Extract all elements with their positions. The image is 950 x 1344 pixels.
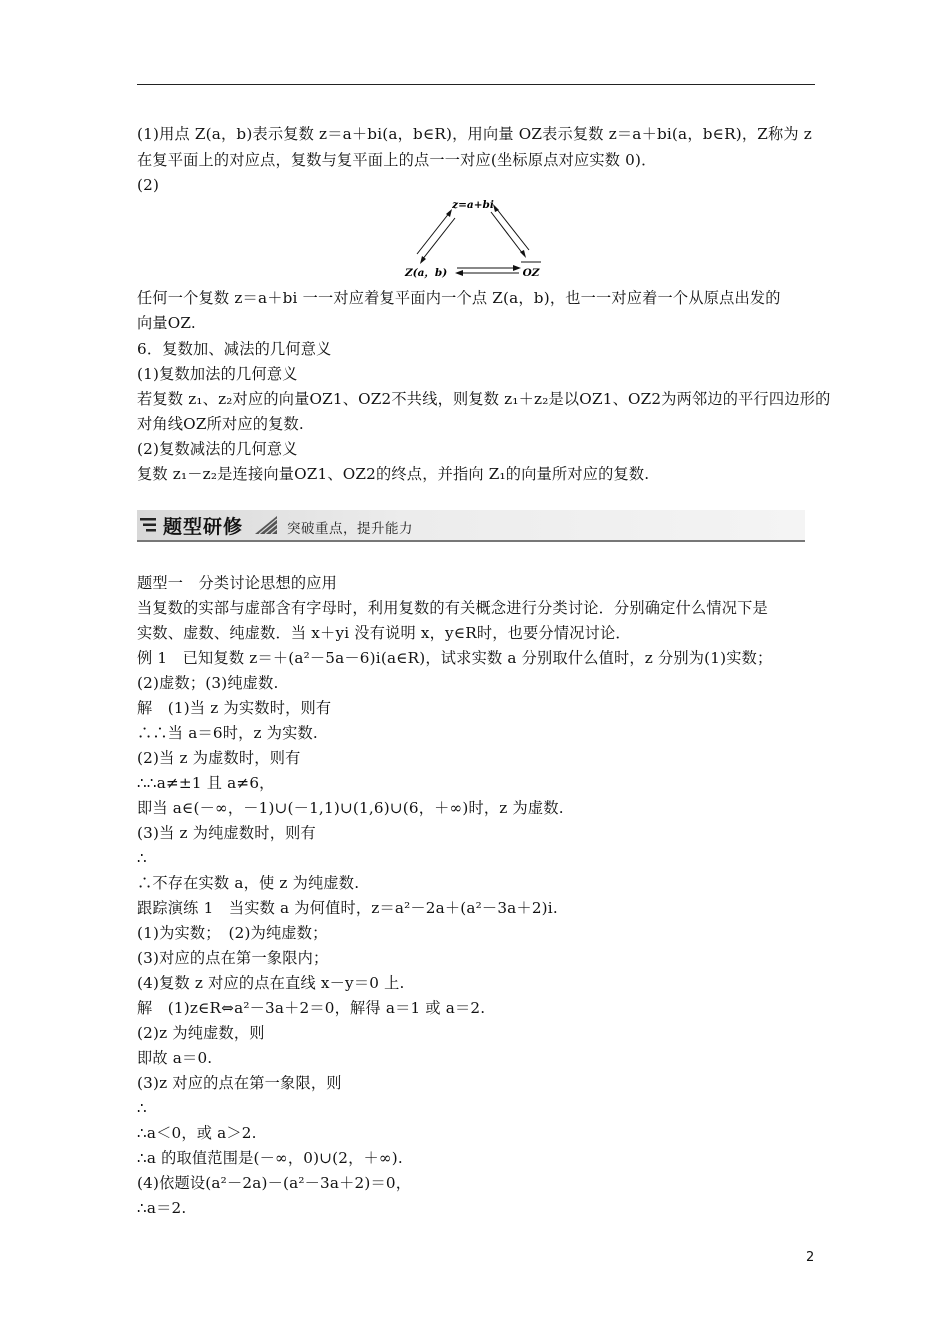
diagram-top-label: z=a+bi — [452, 199, 494, 211]
text-line: 例 1 已知复数 z＝＋(a²－5a－6)i(a∈R)，试求实数 a 分别取什么值时，z 分别为(1)实数； — [137, 649, 773, 667]
text-line: (1)用点 Z(a，b)表示复数 z＝a＋bi(a，b∈R)，用向量 OZ表示复数 z＝a＋bi(a，b∈R)，Z称为 z — [137, 125, 812, 143]
text-line: ∴不存在实数 a，使 z 为纯虚数. — [137, 874, 360, 892]
text-line: ∴a＜0，或 a＞2. — [137, 1124, 257, 1142]
text-line: 若复数 z₁、z₂对应的向量OZ1、OZ2不共线，则复数 z₁＋z₂是以OZ1、OZ2为两邻边的平行四边形的 — [137, 390, 831, 408]
text-line: 向量OZ. — [137, 314, 196, 332]
text-line: 在复平面上的对应点，复数与复平面上的点一一对应(坐标原点对应实数 0)． — [137, 151, 657, 169]
text-line: (1)复数加法的几何意义 — [137, 365, 298, 383]
text-line: (2) — [137, 176, 160, 194]
section-header — [137, 510, 805, 540]
section-stripes-icon — [140, 517, 156, 533]
text-line: 即当 a∈(－∞，－1)∪(－1,1)∪(1,6)∪(6，＋∞)时，z 为虚数. — [137, 799, 564, 817]
text-line: 当复数的实部与虚部含有字母时，利用复数的有关概念进行分类讨论．分别确定什么情况下是 — [137, 599, 768, 617]
section-triangle-icon — [255, 516, 277, 534]
text-line: ∴a 的取值范围是(－∞，0)∪(2，＋∞). — [137, 1149, 403, 1167]
text-line: 实数、虚数、纯虚数．当 x＋yi 没有说明 x，y∈R时，也要分情况讨论． — [137, 624, 631, 642]
text-line: ∴∴当 a＝6时，z 为实数. — [137, 724, 318, 742]
text-line: 解 (1)当 z 为实数时，则有 — [137, 699, 332, 717]
text-line: 即故 a＝0. — [137, 1049, 213, 1067]
text-line: ∴ — [137, 1099, 147, 1117]
text-line: (3)对应的点在第一象限内； — [137, 949, 329, 967]
header-rule — [137, 84, 815, 85]
section-subtitle: 突破重点，提升能力 — [287, 521, 413, 537]
text-line: ∴a＝2. — [137, 1199, 187, 1217]
text-line: (3)当 z 为纯虚数时，则有 — [137, 824, 316, 842]
text-line: (4)依题设(a²－2a)－(a²－3a＋2)＝0， — [137, 1174, 412, 1192]
diagram-left-label: Z(a，b) — [405, 267, 448, 279]
text-line: (1)为实数； (2)为纯虚数； — [137, 924, 328, 942]
text-line: 跟踪演练 1 当实数 a 为何值时，z＝a²－2a＋(a²－3a＋2)i. — [137, 899, 558, 917]
text-line: (2)复数减法的几何意义 — [137, 440, 298, 458]
text-line: (2)虚数；(3)纯虚数. — [137, 674, 279, 692]
text-line: 6．复数加、减法的几何意义 — [137, 340, 332, 358]
diagram-right-label: OZ — [522, 267, 540, 279]
text-line: (3)z 对应的点在第一象限，则 — [137, 1074, 342, 1092]
text-line: (2)当 z 为虚数时，则有 — [137, 749, 301, 767]
text-line: ∴∴a≠±1 且 a≠6， — [137, 774, 275, 792]
section-title: 题型研修 — [163, 516, 244, 538]
text-line: 任何一个复数 z＝a＋bi 一一对应着复平面内一个点 Z(a，b)，也一一对应着一个从原点出发的 — [137, 289, 781, 307]
text-line: 复数 z₁－z₂是连接向量OZ1、OZ2的终点，并指向 Z₁的向量所对应的复数. — [137, 465, 650, 483]
text-line: ∴ — [137, 849, 147, 867]
text-line: 对角线OZ所对应的复数. — [137, 415, 304, 433]
text-line: 题型一 分类讨论思想的应用 — [137, 574, 338, 592]
text-line: 解 (1)z∈R⇔a²－3a＋2＝0，解得 a＝1 或 a＝2. — [137, 999, 486, 1017]
page-number: 2 — [806, 1250, 815, 1265]
correspondence-diagram — [395, 196, 555, 282]
text-line: (2)z 为纯虚数，则 — [137, 1024, 265, 1042]
text-line: (4)复数 z 对应的点在直线 x－y＝0 上. — [137, 974, 405, 992]
